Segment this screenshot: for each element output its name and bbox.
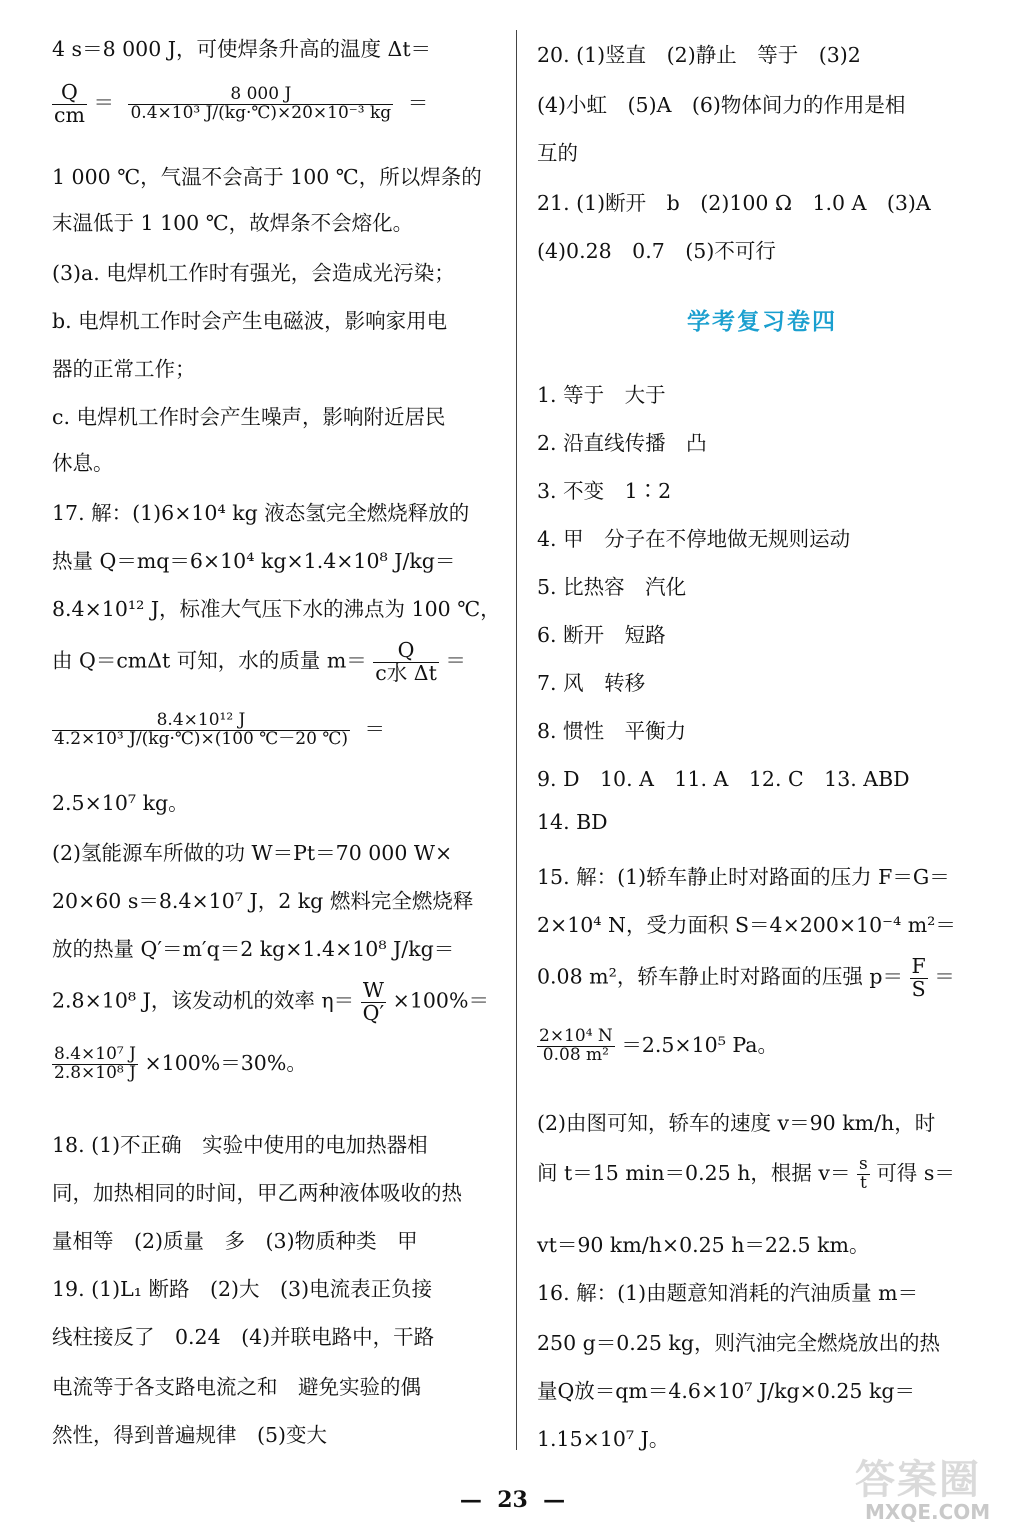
text-line: 8.4×10¹² J，标准大气压下水的沸点为 100 ℃， <box>52 597 501 621</box>
text-line: (2)由图可知，轿车的速度 v＝90 km/h，时 <box>537 1111 936 1135</box>
text-line: 2. 沿直线传播 凸 <box>537 431 707 455</box>
text-line: 7. 风 转移 <box>537 671 646 695</box>
text-line: (4)0.28 0.7 (5)不可行 <box>537 239 776 263</box>
text-line: 互的 <box>537 141 578 165</box>
text-line: (3)a. 电焊机工作时有强光，会造成光污染； <box>52 261 455 285</box>
text-line: 1.15×10⁷ J。 <box>537 1427 670 1451</box>
text-line: 4 s＝8 000 J，可使焊条升高的温度 Δt＝ <box>52 37 432 61</box>
watermark-logo-text: 答案圈 <box>855 1457 981 1503</box>
fraction: $\frac{8 000 J}{\text{0.4×10³ J/(kg·℃)×20×10⁻³ kg}}$ <box>130 83 392 123</box>
text-line: 14. BD <box>537 810 608 834</box>
fraction: $\frac{F}{S}$ <box>911 954 926 1001</box>
watermark-site: MXQE.COM <box>865 1500 991 1524</box>
page-number: — 23 — <box>459 1487 566 1513</box>
text-line: 18. (1)不正确 实验中使用的电加热器相 <box>52 1133 428 1157</box>
text-line: (4)小虹 (5)A (6)物体间力的作用是相 <box>537 93 906 117</box>
formula-line: 2.8×10⁸ J，该发动机的效率 η＝ $\frac{W}{Q'}$ ×100%＝ <box>52 978 489 1025</box>
text-line: 线柱接反了 0.24 (4)并联电路中，干路 <box>52 1325 435 1349</box>
text-line: 3. 不变 1∶2 <box>537 479 672 503</box>
text-line: 15. 解：(1)轿车静止时对路面的压力 F＝G＝ <box>537 865 950 889</box>
text-line: 250 g＝0.25 kg，则汽油完全燃烧放出的热 <box>537 1331 940 1355</box>
text-line: 同，加热相同的时间，甲乙两种液体吸收的热 <box>52 1181 462 1205</box>
text-line: 2.5×10⁷ kg。 <box>52 791 189 815</box>
text-line: 2×10⁴ N，受力面积 S＝4×200×10⁻⁴ m²＝ <box>537 913 956 937</box>
text-line: 9. D 10. A 11. A 12. C 13. ABD <box>537 767 910 791</box>
text-line: 然性，得到普遍规律 (5)变大 <box>52 1423 328 1447</box>
fraction: $\frac{\text{2×10⁴ N}}{\text{0.08 m²}}$ <box>539 1026 613 1065</box>
text-line: 量Q放＝qm＝4.6×10⁷ J/kg×0.25 kg＝ <box>537 1379 916 1403</box>
text-line: 器的正常工作； <box>52 357 196 381</box>
text-line: 20. (1)竖直 (2)静止 等于 (3)2 <box>537 43 861 67</box>
text-line: 6. 断开 短路 <box>537 623 666 647</box>
text-line: 热量 Q＝mq＝6×10⁴ kg×1.4×10⁸ J/kg＝ <box>52 549 456 573</box>
text-line: c. 电焊机工作时会产生噪声，影响附近居民 <box>52 405 446 429</box>
text-line: 5. 比热容 汽化 <box>537 575 687 599</box>
text-line: (2)氢能源车所做的功 W＝Pt＝70 000 W× <box>52 841 453 865</box>
formula-line: $\frac{Q}{cm}$ ＝ $\frac{8 000 J}{\text{0.4×10³ J/(kg·℃)×20×10⁻³ kg}}$ ＝ <box>54 80 429 127</box>
text-line: 4. 甲 分子在不停地做无规则运动 <box>537 527 851 551</box>
text-line: 量相等 (2)质量 多 (3)物质种类 甲 <box>52 1229 418 1253</box>
text-line: 末温低于 1 100 ℃，故焊条不会熔化。 <box>52 211 414 235</box>
text-line: 8. 惯性 平衡力 <box>537 719 687 743</box>
text-line: 16. 解：(1)由题意知消耗的汽油质量 m＝ <box>537 1281 919 1305</box>
formula-line: $\frac{\text{8.4×10¹² J}}{\text{4.2×10³ J/(kg·℃)×(100 ℃－20 ℃)}}$ ＝ <box>54 710 386 749</box>
column-divider <box>516 30 517 1450</box>
section-title: 学考复习卷四 <box>687 309 837 335</box>
fraction: $\frac{s}{t}$ <box>859 1154 868 1193</box>
text-line: 1. 等于 大于 <box>537 383 666 407</box>
text-line: vt＝90 km/h×0.25 h＝22.5 km。 <box>537 1233 870 1257</box>
fraction: $\frac{\text{8.4×10¹² J}}{\text{4.2×10³ J/(kg·℃)×(100 ℃－20 ℃)}}$ <box>54 710 348 749</box>
text-line: b. 电焊机工作时会产生电磁波，影响家用电 <box>52 309 448 333</box>
text-line: 21. (1)断开 b (2)100 Ω 1.0 A (3)A <box>537 191 931 215</box>
formula-line: 0.08 m²，轿车静止时对路面的压强 p＝ $\frac{F}{S}$ ＝ <box>537 954 955 1001</box>
text-line: 电流等于各支路电流之和 避免实验的偶 <box>52 1375 421 1399</box>
formula-line: $\frac{\text{8.4×10⁷ J}}{\text{2.8×10⁸ J}}$ ×100%＝30%。 <box>54 1044 307 1083</box>
fraction: $\frac{Q}{\text{c水 Δt}}$ <box>375 638 437 685</box>
text-line: 放的热量 Q′＝m′q＝2 kg×1.4×10⁸ J/kg＝ <box>52 937 455 961</box>
fraction: $\frac{W}{Q'}$ <box>362 978 385 1025</box>
text-line: 20×60 s＝8.4×10⁷ J，2 kg 燃料完全燃烧释 <box>52 889 474 913</box>
text-line: 17. 解：(1)6×10⁴ kg 液态氢完全燃烧释放的 <box>52 501 470 525</box>
fraction: $\frac{\text{8.4×10⁷ J}}{\text{2.8×10⁸ J}}$ <box>54 1044 136 1083</box>
formula-line: 间 t＝15 min＝0.25 h，根据 v＝ $\frac{s}{t}$ 可得 s＝ <box>537 1154 955 1193</box>
text-line: 休息。 <box>52 451 114 475</box>
text-line: 1 000 ℃，气温不会高于 100 ℃，所以焊条的 <box>52 165 482 189</box>
formula-line: $\frac{\text{2×10⁴ N}}{\text{0.08 m²}}$ ＝2.5×10⁵ Pa。 <box>539 1026 779 1065</box>
text-line: 19. (1)L₁ 断路 (2)大 (3)电流表正负接 <box>52 1277 433 1301</box>
fraction: $\frac{Q}{cm}$ <box>54 80 85 127</box>
formula-line: 由 Q＝cmΔt 可知，水的质量 m＝ $\frac{Q}{\text{c水 Δt}}$ ＝ <box>52 638 466 685</box>
watermark-logo <box>845 1448 1015 1530</box>
